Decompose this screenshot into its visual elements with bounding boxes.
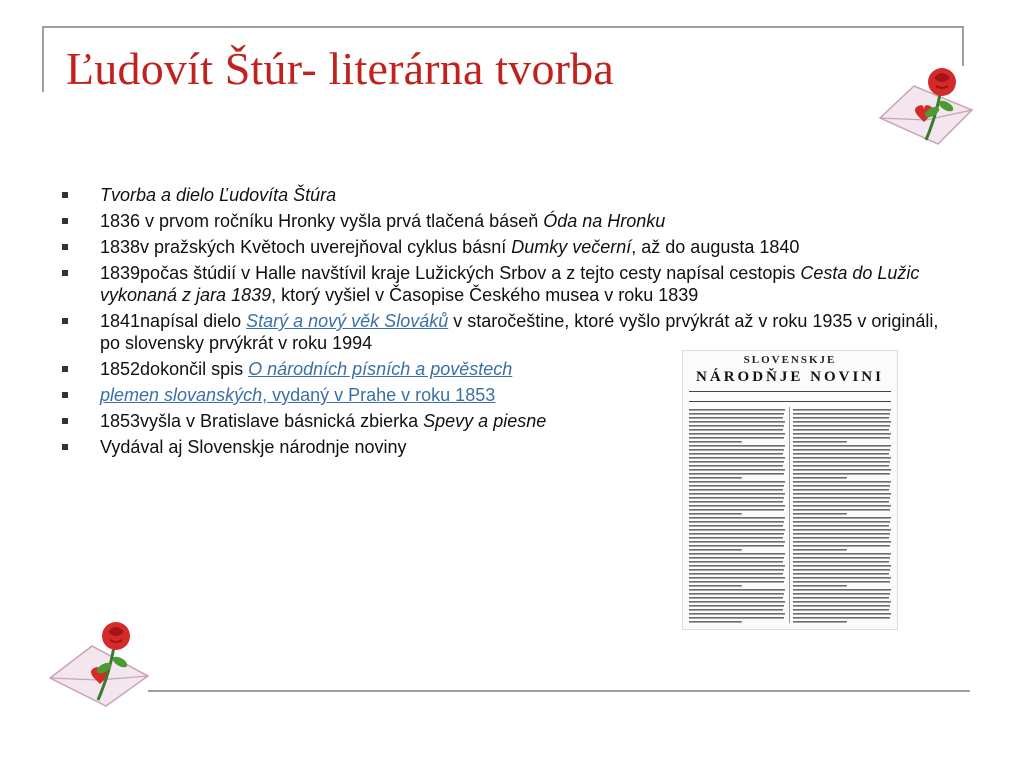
newspaper-text-line	[793, 481, 891, 483]
newspaper-text-line	[793, 425, 890, 427]
link-text[interactable]: O národních písních a pověstech	[248, 359, 513, 379]
newspaper-text-line	[793, 473, 890, 475]
newspaper-text-line	[689, 609, 783, 611]
newspaper-text-line	[793, 449, 890, 451]
bullet-text: 1838v pražských Květoch uverejňoval cyklus básní	[100, 237, 512, 257]
newspaper-text-line	[689, 617, 784, 619]
newspaper-text-line	[793, 565, 891, 567]
newspaper-text-line	[793, 421, 891, 423]
bullet-text: 1839počas štúdií v Halle navštívil kraje Lužických Srbov a z tejto cesty napísal cestopis	[100, 263, 801, 283]
bullet-text: Tvorba a dielo Ľudovíta Štúra	[100, 185, 337, 205]
newspaper-text-line	[793, 513, 847, 515]
newspaper-columns	[689, 407, 891, 623]
newspaper-column-divider	[789, 407, 790, 623]
newspaper-image	[682, 350, 898, 630]
bullet-text: , až do augusta 1840	[631, 237, 800, 257]
newspaper-text-line	[689, 597, 783, 599]
newspaper-text-line	[793, 445, 891, 447]
newspaper-text-line	[793, 457, 891, 459]
newspaper-text-line	[793, 461, 890, 463]
newspaper-text-line	[689, 425, 784, 427]
newspaper-text-line	[793, 465, 889, 467]
newspaper-text-line	[689, 421, 785, 423]
link-text[interactable]: , vydaný v Prahe v roku 1853	[262, 385, 496, 405]
newspaper-text-line	[689, 549, 742, 551]
bullet-text: , ktorý vyšiel v Časopise Českého musea v roku 1839	[271, 285, 699, 305]
newspaper-rule	[689, 401, 891, 402]
newspaper-text-line	[793, 533, 890, 535]
newspaper-text-line	[689, 541, 785, 543]
newspaper-text-line	[793, 497, 890, 499]
bullet-text: 1836 v prvom ročníku Hronky vyšla prvá tlačená báseň	[100, 211, 544, 231]
newspaper-text-line	[793, 569, 890, 571]
newspaper-text-line	[793, 613, 891, 615]
newspaper-text-line	[689, 517, 785, 519]
newspaper-text-line	[689, 585, 742, 587]
newspaper-text-line	[689, 433, 785, 435]
newspaper-text-line	[689, 505, 785, 507]
bullet-text: 1853vyšla v Bratislave básnická zbierka	[100, 411, 424, 431]
newspaper-text-line	[793, 501, 889, 503]
newspaper-text-line	[689, 449, 784, 451]
bullet-item	[60, 210, 960, 232]
newspaper-text-line	[689, 445, 785, 447]
bullet-item	[60, 310, 960, 354]
link-stary-a-novy-vek[interactable]	[246, 311, 448, 331]
newspaper-text-line	[689, 509, 784, 511]
newspaper-text-line	[689, 473, 784, 475]
bullet-text-italic: Dumky večerní	[511, 237, 632, 257]
newspaper-text-line	[689, 409, 785, 411]
bullet-text-italic: Spevy a piesne	[423, 411, 547, 431]
newspaper-text-line	[689, 577, 785, 579]
newspaper-text-line	[793, 557, 890, 559]
bullet-text: 1841napísal dielo	[100, 311, 247, 331]
link-text[interactable]: Starý a nový věk Slováků	[246, 311, 449, 331]
link-o-narodnich-pisnich[interactable]	[248, 359, 512, 379]
newspaper-text-line	[689, 601, 785, 603]
newspaper-text-line	[689, 581, 784, 583]
newspaper-text-line	[689, 429, 783, 431]
newspaper-text-line	[689, 469, 785, 471]
newspaper-text-line	[793, 517, 891, 519]
frame-top-rule	[42, 26, 964, 28]
newspaper-text-line	[689, 605, 784, 607]
bullet-text: v staročeštine, ktoré vyšlo prvýkrát až v roku 1935 v origináli, po slovensky prvýkrát v roku 1994	[100, 311, 939, 353]
newspaper-text-line	[689, 521, 784, 523]
newspaper-text-line	[793, 601, 891, 603]
newspaper-text-line	[793, 433, 891, 435]
newspaper-text-line	[689, 545, 784, 547]
rose-letter-icon	[40, 616, 160, 720]
newspaper-text-line	[793, 537, 889, 539]
newspaper-text-line	[793, 477, 847, 479]
newspaper-text-line	[793, 585, 847, 587]
newspaper-text-line	[793, 529, 891, 531]
rose-letter-icon	[866, 60, 986, 170]
newspaper-text-line	[793, 589, 891, 591]
newspaper-text-line	[793, 581, 890, 583]
bullet-item	[60, 262, 960, 306]
newspaper-text-line	[689, 513, 742, 515]
newspaper-text-line	[689, 533, 784, 535]
newspaper-text-line	[793, 545, 890, 547]
newspaper-text-line	[793, 577, 891, 579]
newspaper-text-line	[793, 441, 847, 443]
newspaper-text-line	[689, 589, 785, 591]
link-plemen-slovanskych[interactable]	[100, 385, 262, 405]
newspaper-text-line	[689, 565, 785, 567]
newspaper-text-line	[689, 557, 784, 559]
bullet-text-italic: Óda na Hronku	[543, 211, 666, 231]
newspaper-text-line	[689, 561, 783, 563]
newspaper-text-line	[689, 501, 783, 503]
newspaper-text-line	[793, 453, 889, 455]
frame-left-rule	[42, 26, 44, 92]
newspaper-text-line	[689, 461, 784, 463]
newspaper-text-line	[689, 537, 783, 539]
newspaper-text-line	[689, 529, 785, 531]
newspaper-text-line	[793, 553, 891, 555]
newspaper-text-line	[793, 549, 847, 551]
newspaper-text-line	[689, 525, 783, 527]
newspaper-text-line	[689, 553, 785, 555]
newspaper-text-line	[689, 477, 742, 479]
newspaper-masthead-line1: SLOVENSKJE	[743, 354, 837, 366]
newspaper-text-line	[689, 417, 783, 419]
newspaper-text-line	[689, 613, 785, 615]
newspaper-text-line	[793, 605, 890, 607]
newspaper-text-line	[689, 413, 784, 415]
slide-title: Ľudovít Štúr- literárna tvorba	[66, 43, 614, 94]
newspaper-text-line	[689, 493, 785, 495]
newspaper-text-line	[793, 561, 889, 563]
bullet-item	[60, 184, 960, 206]
newspaper-text-line	[793, 409, 891, 411]
newspaper-text-line	[793, 437, 890, 439]
newspaper-masthead-line2: NÁRODŇJE NOVINI	[696, 369, 884, 385]
newspaper-text-line	[689, 573, 783, 575]
link-vydany-v-prahe[interactable]	[262, 385, 495, 405]
newspaper-text-line	[793, 469, 891, 471]
newspaper-text-line	[793, 521, 890, 523]
newspaper-text-line	[793, 525, 889, 527]
newspaper-text-line	[689, 457, 785, 459]
newspaper-text-line	[793, 493, 891, 495]
newspaper-text-line	[793, 593, 890, 595]
newspaper-text-line	[793, 609, 889, 611]
bullet-text: Vydával aj Slovenskje národnje noviny	[100, 437, 407, 457]
bullet-item	[60, 236, 960, 258]
newspaper-text-line	[689, 441, 742, 443]
newspaper-text-line	[793, 413, 890, 415]
newspaper-text-line	[793, 573, 889, 575]
newspaper-text-line	[793, 489, 889, 491]
newspaper-text-line	[793, 485, 890, 487]
link-text[interactable]: plemen slovanských	[100, 385, 263, 405]
newspaper-text-line	[689, 489, 783, 491]
newspaper-text-line	[793, 621, 847, 623]
newspaper-text-line	[689, 437, 784, 439]
newspaper-text-line	[689, 593, 784, 595]
bullet-text: 1852dokončil spis	[100, 359, 249, 379]
newspaper-text-line	[793, 509, 890, 511]
newspaper-text-line	[793, 429, 889, 431]
newspaper-text-line	[689, 465, 783, 467]
newspaper-text-line	[689, 453, 783, 455]
newspaper-text-line	[689, 497, 784, 499]
newspaper-text-line	[793, 417, 889, 419]
newspaper-text-line	[793, 597, 889, 599]
footer-rule	[148, 690, 970, 692]
bullet-text-italic: Cesta do Lužic vykonaná z jara 1839	[100, 263, 920, 305]
newspaper-text-line	[689, 621, 742, 623]
newspaper-rule	[689, 391, 891, 392]
newspaper-text-line	[793, 505, 891, 507]
newspaper-text-line	[793, 541, 891, 543]
newspaper-text-line	[689, 481, 785, 483]
newspaper-text-line	[689, 485, 784, 487]
newspaper-text-line	[793, 617, 890, 619]
newspaper-text-line	[689, 569, 784, 571]
